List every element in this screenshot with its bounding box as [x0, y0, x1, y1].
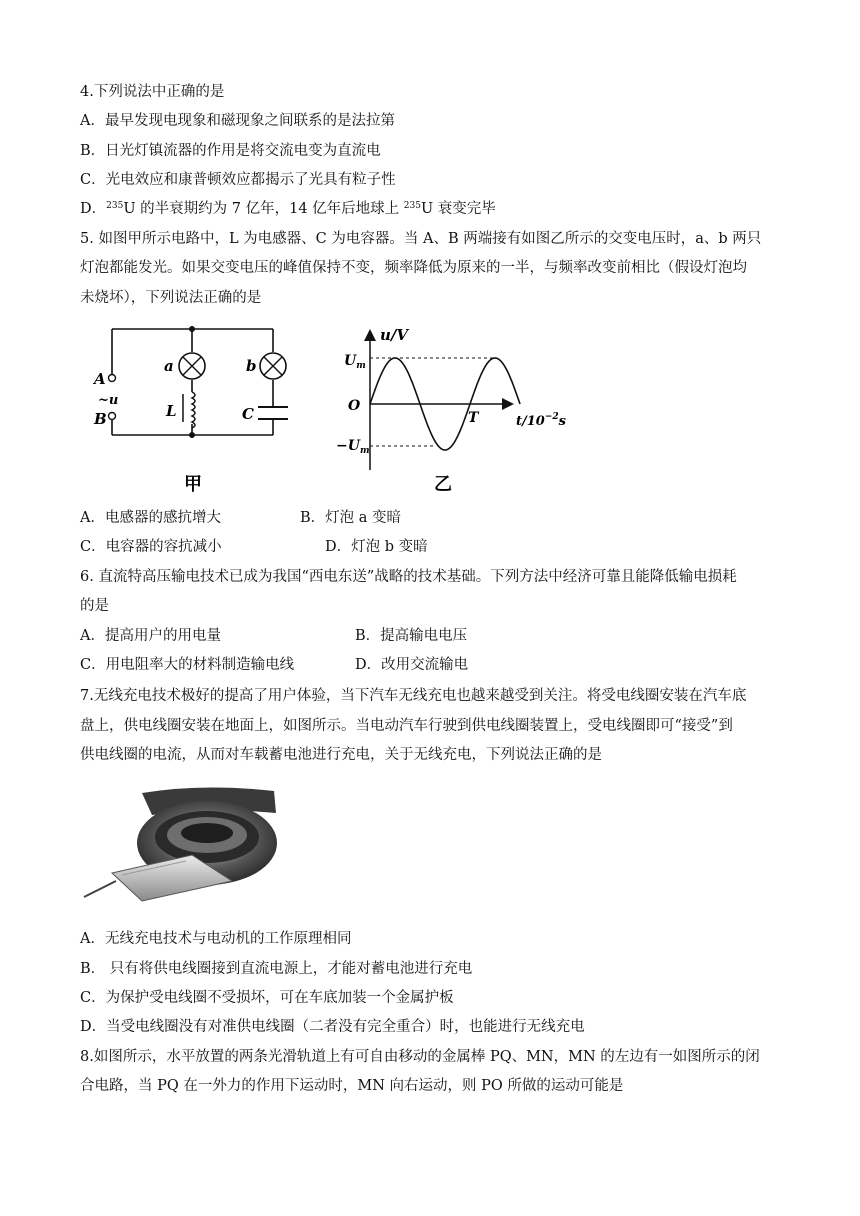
- q4-option-c: C．光电效应和康普顿效应都揭示了光具有粒子性: [80, 172, 396, 188]
- q5-option-b: B．灯泡 a 变暗: [300, 510, 402, 526]
- inductor-icon: [183, 392, 195, 428]
- terminal-b: [109, 413, 116, 420]
- label-origin: O: [348, 398, 361, 414]
- q6-option-b: B．提高输电电压: [355, 628, 468, 644]
- q7-option-a: A．无线充电技术与电动机的工作原理相同: [80, 931, 352, 947]
- label-terminal-b: B: [94, 410, 107, 428]
- label-period-t: T: [468, 410, 479, 426]
- junction-dot: [189, 326, 195, 332]
- q7-option-c: C．为保护受电线圈不受损坏，可在车底加装一个金属护板: [80, 990, 454, 1006]
- q6-option-d: D．改用交流输电: [355, 657, 469, 673]
- label-um: $U_m$: [344, 353, 366, 371]
- q7-option-b: B． 只有将供电线圈接到直流电源上，才能对蓄电池进行充电: [80, 961, 473, 977]
- junction-dot: [189, 432, 195, 438]
- q8-stem-line1: 8.如图所示，水平放置的两条光滑轨道上有可自由移动的金属棒 PQ、MN，MN 的左边有一如图所示的闭: [80, 1049, 760, 1065]
- label-terminal-a: A: [94, 370, 106, 388]
- mass-number: 235: [403, 201, 421, 211]
- figure-caption-jia: 甲: [184, 474, 202, 495]
- circuit-diagram-jia: [86, 322, 306, 497]
- q4-option-b: B．日光灯镇流器的作用是将交流电变为直流电: [80, 143, 381, 159]
- label-neg-um: $-U_m$: [336, 438, 370, 456]
- q5-option-c: C．电容器的容抗减小: [80, 539, 222, 555]
- q8-stem-line2: 合电路，当 PQ 在一外力的作用下运动时，MN 向右运动，则 PO 所做的运动可能是: [80, 1078, 624, 1094]
- q4-option-d: [80, 199, 790, 219]
- wireless-charging-photo: [82, 785, 278, 903]
- q4-d-suffix: U 衰变完毕: [420, 201, 496, 217]
- x-axis-label: $t/10^{-2}s$: [516, 412, 566, 429]
- mass-number: 235: [106, 201, 124, 211]
- y-axis-label: u/V: [380, 326, 409, 344]
- label-source-u: ~u: [98, 393, 119, 408]
- lamp-a-icon: [179, 353, 205, 379]
- label-capacitor: C: [242, 405, 254, 423]
- figure-caption-yi: 乙: [434, 474, 452, 495]
- q4-d-prefix: D．: [80, 201, 107, 217]
- capacitor-icon: [258, 407, 288, 419]
- q7-stem-line3: 供电线圈的电流，从而对车载蓄电池进行充电，关于无线充电，下列说法正确的是: [80, 747, 602, 763]
- q6-option-a: A．提高用户的用电量: [80, 628, 221, 644]
- label-lamp-b: b: [246, 357, 257, 375]
- q4-option-a: A．最早发现电现象和磁现象之间联系的是法拉第: [80, 113, 395, 129]
- label-inductor: L: [166, 402, 177, 420]
- terminal-a: [109, 375, 116, 382]
- q6-option-c: C．用电阻率大的材料制造输电线: [80, 657, 295, 673]
- q6-stem-line2: 的是: [80, 598, 109, 614]
- q4-d-middle: U 的半衰期约为 7 亿年，14 亿年后地球上: [123, 201, 404, 217]
- q4-stem: 4.下列说法中正确的是: [80, 84, 225, 100]
- q5-stem-line1: 5. 如图甲所示电路中，L 为电感器、C 为电容器。当 A、B 两端接有如图乙所示的交变电压时，a、b 两只: [80, 231, 762, 247]
- lamp-b-icon: [260, 353, 286, 379]
- q5-option-d: D．灯泡 b 变暗: [325, 539, 428, 555]
- label-lamp-a: a: [164, 357, 174, 375]
- q7-option-d: D．当受电线圈没有对准供电线圈（二者没有完全重合）时，也能进行无线充电: [80, 1019, 585, 1035]
- q5-stem-line2: 灯泡都能发光。如果交变电压的峰值保持不变，频率降低为原来的一半，与频率改变前相比（假设灯泡均: [80, 260, 747, 276]
- voltage-waveform-yi: [336, 322, 586, 497]
- q7-stem-line2: 盘上，供电线圈安装在地面上，如图所示。当电动汽车行驶到供电线圈装置上，受电线圈即可“接受”到: [80, 718, 733, 734]
- q7-stem-line1: 7.无线充电技术极好的提高了用户体验，当下汽车无线充电也越来越受到关注。将受电线圈安装在汽车底: [80, 688, 747, 704]
- q6-stem-line1: 6. 直流特高压输电技术已成为我国“西电东送”战略的技术基础。下列方法中经济可靠且能降低输电损耗: [80, 569, 737, 585]
- q5-stem-line3: 未烧坏），下列说法正确的是: [80, 290, 262, 306]
- q5-option-a: A．电感器的感抗增大: [80, 510, 221, 526]
